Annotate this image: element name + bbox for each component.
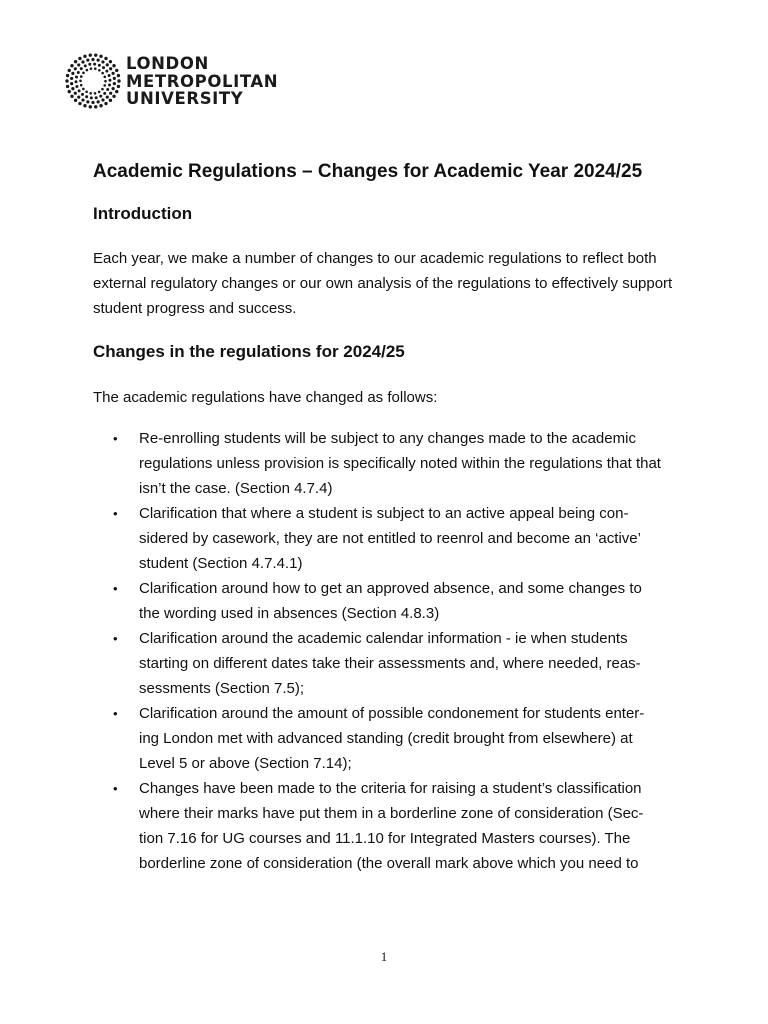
bullet-icon: • — [113, 431, 118, 446]
list-item-text: Clarification around the academic calendar information - ie when students starting on different dates take their assessments and, where needed, reas-sessments (Section 7.5); — [139, 630, 641, 697]
bullet-icon: • — [113, 706, 118, 721]
logo-wordmark — [126, 55, 278, 108]
list-item — [93, 501, 661, 576]
page-number: 1 — [380, 949, 388, 964]
list-item — [93, 626, 661, 701]
list-item — [93, 776, 661, 876]
logo-line-metropolitan: METROPOLITAN — [126, 71, 279, 91]
list-item-text: Clarification that where a student is subject to an active appeal being con-sidered by casework, they are not entitled to reenrol and become an ‘active’ student (Section 4.7.4.1) — [139, 505, 641, 572]
list-item-text: Re-enrolling students will be subject to any changes made to the academic regulations unless provision is specifically noted within the regulations that that isn’t the case. (Section 4.7.4) — [139, 430, 661, 497]
dotted-starburst-logo-icon — [64, 52, 122, 110]
list-item — [93, 426, 661, 501]
document-title: Academic Regulations – Changes for Academic Year 2024/25 — [93, 161, 643, 182]
list-item-text: Clarification around how to get an approved absence, and some changes to the wording used in absences (Section 4.8.3) — [139, 580, 642, 622]
changes-lead-text: The academic regulations have changed as follows: — [93, 389, 438, 406]
logo-line-london: LONDON — [126, 54, 209, 73]
list-item — [93, 576, 661, 626]
bullet-icon: • — [113, 506, 118, 521]
introduction-paragraph: Each year, we make a number of changes to our academic regulations to reflect both external regulatory changes or our own analysis of the regulations to effectively support student progress and success. — [93, 250, 673, 317]
bullet-icon: • — [113, 581, 118, 596]
changes-list — [93, 426, 683, 876]
logo-line-university: UNIVERSITY — [126, 89, 244, 108]
changes-heading: Changes in the regulations for 2024/25 — [93, 342, 405, 361]
list-item-text: Clarification around the amount of possible condonement for students enter-ing London met with advanced standing (credit brought from elsewhere) at Level 5 or above (Section 7.14); — [139, 705, 645, 772]
list-item-text: Changes have been made to the criteria for raising a student’s classification where their marks have put them in a borderline zone of consideration (Sec-tion 7.16 for UG courses and 11.1.10 for Integrated Masters courses). The borderline zone of consideration (the overall mark above which you need to — [139, 780, 644, 872]
bullet-icon: • — [113, 631, 118, 646]
bullet-icon: • — [113, 781, 118, 796]
document-body — [93, 155, 683, 876]
list-item — [93, 701, 661, 776]
introduction-heading: Introduction — [93, 204, 193, 223]
university-logo — [64, 52, 304, 112]
